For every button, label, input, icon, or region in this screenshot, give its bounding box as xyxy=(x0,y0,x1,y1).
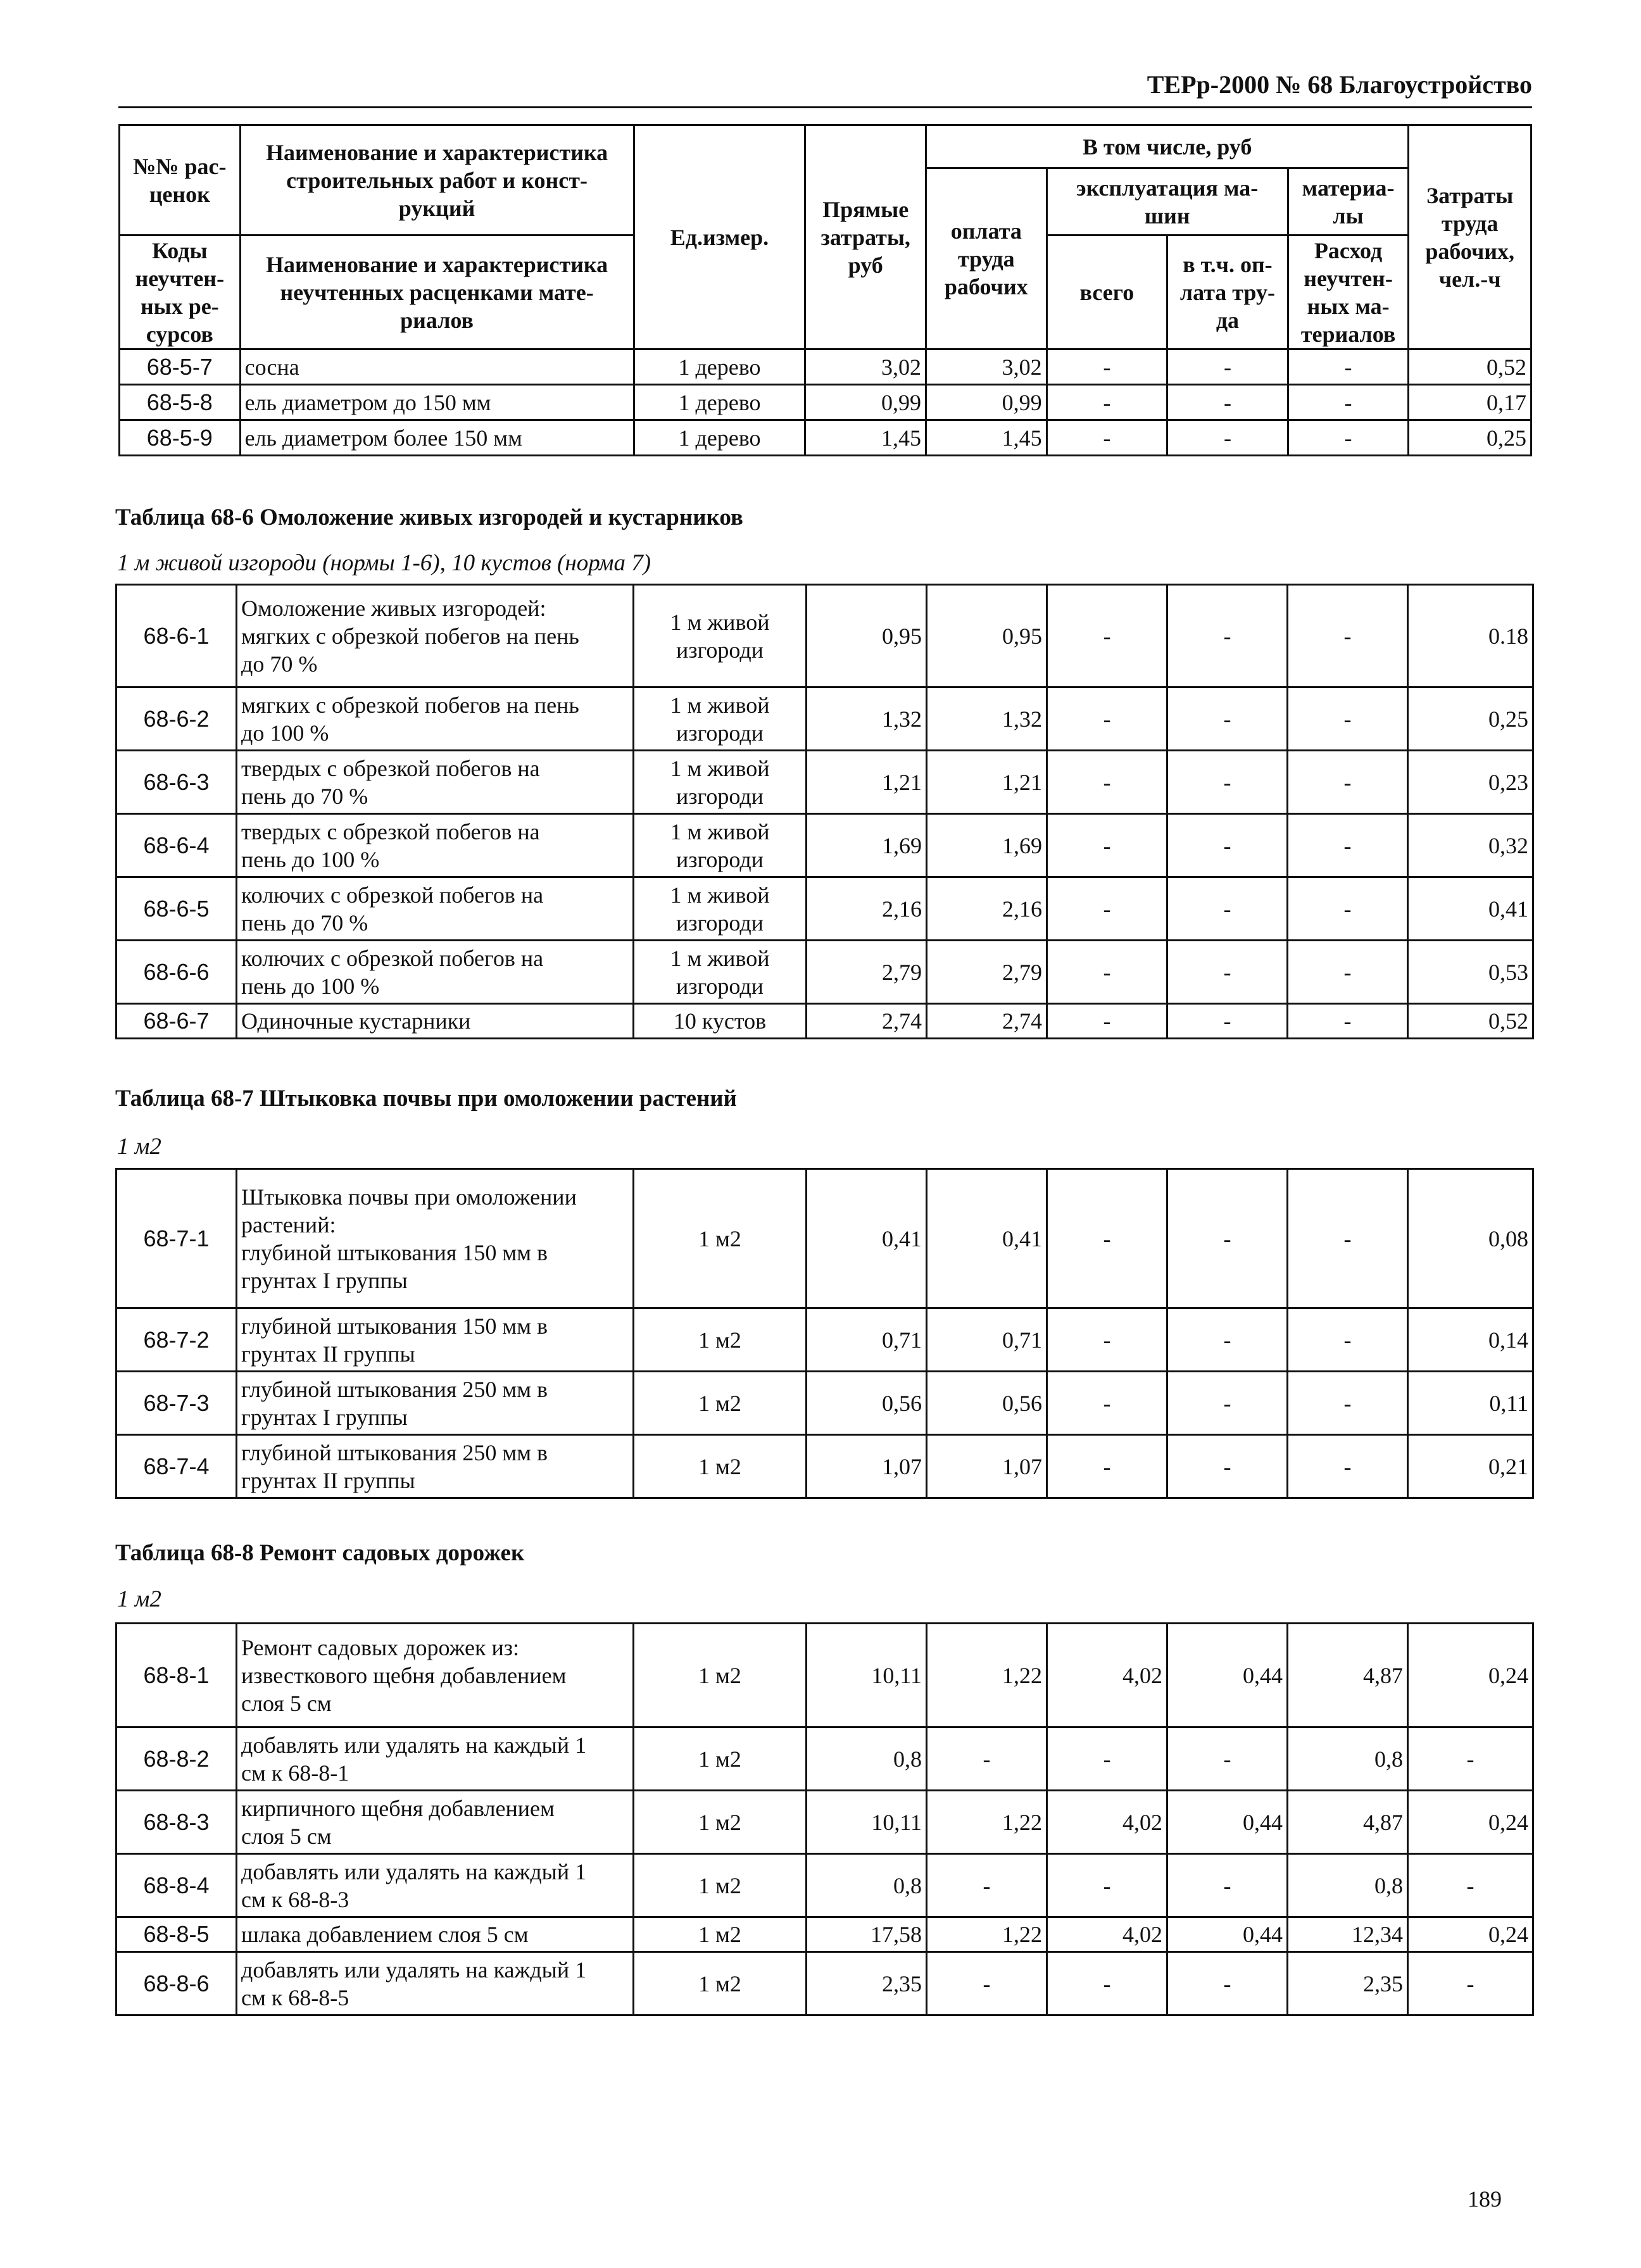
table-row xyxy=(116,1917,1533,1952)
row-name: шлака добавлением слоя 5 см xyxy=(237,1917,634,1952)
col-header-machines-total: всего xyxy=(1047,235,1167,349)
row-machines: - xyxy=(1047,751,1167,814)
row-materials: - xyxy=(1288,585,1408,687)
table-row xyxy=(116,1727,1533,1791)
row-direct: 0,41 xyxy=(807,1169,927,1308)
row-machines: 4,02 xyxy=(1047,1917,1167,1952)
row-machines: - xyxy=(1047,877,1167,941)
col-header-code-resources: Коды неучтен- ных ре- сурсов xyxy=(120,235,241,349)
row-machines-labor: - xyxy=(1167,751,1288,814)
table-row xyxy=(120,385,1531,420)
row-code: 68-5-7 xyxy=(120,349,241,385)
table-row xyxy=(120,349,1531,385)
row-machines: - xyxy=(1047,1004,1167,1039)
row-machines-labor: - xyxy=(1167,1952,1288,2015)
row-code: 68-6-4 xyxy=(116,814,237,877)
row-name: глубиной штыкования 250 мм в грунтах II группы xyxy=(237,1435,634,1498)
row-machines-labor: - xyxy=(1167,941,1288,1004)
row-labor: 1,21 xyxy=(927,751,1047,814)
row-labor: 1,22 xyxy=(927,1624,1047,1727)
row-materials: - xyxy=(1288,1004,1408,1039)
row-direct: 0,56 xyxy=(807,1372,927,1435)
row-unit: 1 м живой изгороди xyxy=(634,814,807,877)
row-machines: - xyxy=(1047,814,1167,877)
row-code: 68-6-2 xyxy=(116,687,237,751)
row-machines-labor: - xyxy=(1167,349,1288,385)
row-machines: - xyxy=(1047,585,1167,687)
table-row xyxy=(120,420,1531,456)
row-code: 68-8-1 xyxy=(116,1624,237,1727)
row-labor: 0,95 xyxy=(927,585,1047,687)
row-name: колючих с обрезкой побегов на пень до 100 % xyxy=(237,941,634,1004)
row-hours: 0,17 xyxy=(1409,385,1531,420)
row-machines-labor: - xyxy=(1167,877,1288,941)
row-name: твердых с обрезкой побегов на пень до 100 % xyxy=(237,814,634,877)
row-unit: 1 м2 xyxy=(634,1791,807,1854)
row-hours: 0,53 xyxy=(1408,941,1533,1004)
row-machines-labor: - xyxy=(1167,1727,1288,1791)
row-labor: 0,99 xyxy=(926,385,1047,420)
row-labor: 1,07 xyxy=(927,1435,1047,1498)
row-hours: 0.18 xyxy=(1408,585,1533,687)
table-68-7 xyxy=(115,1168,1534,1499)
row-labor: 1,22 xyxy=(927,1791,1047,1854)
row-machines-labor: - xyxy=(1167,814,1288,877)
table-row xyxy=(116,1952,1533,2015)
row-unit: 1 м живой изгороди xyxy=(634,751,807,814)
table-row xyxy=(116,814,1533,877)
row-materials: - xyxy=(1288,941,1408,1004)
row-direct: 10,11 xyxy=(807,1624,927,1727)
row-direct: 1,32 xyxy=(807,687,927,751)
row-code: 68-8-2 xyxy=(116,1727,237,1791)
table-row xyxy=(116,1308,1533,1372)
row-unit: 1 м2 xyxy=(634,1169,807,1308)
row-machines: - xyxy=(1047,941,1167,1004)
row-materials: - xyxy=(1288,349,1409,385)
row-labor: 0,56 xyxy=(927,1372,1047,1435)
table-row xyxy=(116,585,1533,687)
row-unit: 1 м2 xyxy=(634,1624,807,1727)
table-68-8 xyxy=(115,1622,1534,2016)
col-header-labor-pay: оплата труда рабочих xyxy=(926,168,1047,349)
table-row xyxy=(116,1372,1533,1435)
row-name: глубиной штыкования 250 мм в грунтах I группы xyxy=(237,1372,634,1435)
row-machines-labor: - xyxy=(1167,1372,1288,1435)
row-unit: 1 м2 xyxy=(634,1727,807,1791)
table-68-5 xyxy=(118,124,1532,456)
row-unit: 1 дерево xyxy=(634,385,805,420)
row-labor: - xyxy=(927,1854,1047,1917)
row-direct: 0,99 xyxy=(805,385,926,420)
row-labor: 1,22 xyxy=(927,1917,1047,1952)
row-hours: 0,32 xyxy=(1408,814,1533,877)
row-direct: 1,45 xyxy=(805,420,926,456)
col-header-materials-unaccounted: Расход неучтен- ных ма- териалов xyxy=(1288,235,1409,349)
table-row xyxy=(116,751,1533,814)
table-row xyxy=(116,1435,1533,1498)
row-machines: - xyxy=(1047,1372,1167,1435)
row-machines: - xyxy=(1047,1854,1167,1917)
table-68-6-unit-note: 1 м живой изгороди (нормы 1-6), 10 кустов (норма 7) xyxy=(117,550,651,576)
row-materials: - xyxy=(1288,751,1408,814)
row-materials: 12,34 xyxy=(1288,1917,1408,1952)
row-code: 68-8-3 xyxy=(116,1791,237,1854)
col-header-unit: Ед.измер. xyxy=(634,125,805,349)
row-hours: 0,52 xyxy=(1408,1004,1533,1039)
row-unit: 1 м живой изгороди xyxy=(634,585,807,687)
row-code: 68-8-4 xyxy=(116,1854,237,1917)
row-unit: 10 кустов xyxy=(634,1004,807,1039)
row-unit: 1 дерево xyxy=(634,349,805,385)
row-direct: 0,71 xyxy=(807,1308,927,1372)
running-header xyxy=(118,67,1532,108)
row-code: 68-8-6 xyxy=(116,1952,237,2015)
row-direct: 0,8 xyxy=(807,1854,927,1917)
table-row xyxy=(116,1004,1533,1039)
row-labor: - xyxy=(927,1727,1047,1791)
row-direct: 1,21 xyxy=(807,751,927,814)
row-materials: - xyxy=(1288,1435,1408,1498)
row-machines: - xyxy=(1047,1308,1167,1372)
row-unit: 1 м живой изгороди xyxy=(634,941,807,1004)
row-machines: 4,02 xyxy=(1047,1791,1167,1854)
row-hours: 0,24 xyxy=(1408,1917,1533,1952)
row-code: 68-8-5 xyxy=(116,1917,237,1952)
row-labor: 2,16 xyxy=(927,877,1047,941)
row-name: сосна xyxy=(240,349,634,385)
row-machines-labor: - xyxy=(1167,1435,1288,1498)
row-unit: 1 м живой изгороди xyxy=(634,687,807,751)
row-name: ель диаметром до 150 мм xyxy=(240,385,634,420)
row-direct: 10,11 xyxy=(807,1791,927,1854)
row-name: добавлять или удалять на каждый 1 см к 68-8-3 xyxy=(237,1854,634,1917)
row-hours: - xyxy=(1408,1952,1533,2015)
row-machines-labor: - xyxy=(1167,385,1288,420)
row-materials: - xyxy=(1288,1372,1408,1435)
row-machines-labor: - xyxy=(1167,585,1288,687)
row-unit: 1 м живой изгороди xyxy=(634,877,807,941)
table-68-6-title: Таблица 68-6 Омоложение живых изгородей и кустарников xyxy=(115,504,743,530)
table-68-7-unit-note: 1 м2 xyxy=(117,1134,161,1160)
row-machines-labor: - xyxy=(1167,420,1288,456)
col-header-machines-labor: в т.ч. оп- лата тру- да xyxy=(1167,235,1288,349)
row-machines-labor: - xyxy=(1167,1308,1288,1372)
row-code: 68-6-7 xyxy=(116,1004,237,1039)
row-code: 68-7-1 xyxy=(116,1169,237,1308)
row-name: твердых с обрезкой побегов на пень до 70 % xyxy=(237,751,634,814)
col-header-code: №№ рас- ценок xyxy=(120,125,241,235)
row-name: мягких с обрезкой побегов на пень до 100 % xyxy=(237,687,634,751)
row-name: кирпичного щебня добавлением слоя 5 см xyxy=(237,1791,634,1854)
row-name: ель диаметром более 150 мм xyxy=(240,420,634,456)
col-header-labor-hours: Затраты труда рабочих, чел.-ч xyxy=(1409,125,1531,349)
table-68-6 xyxy=(115,584,1534,1039)
table-row xyxy=(116,1624,1533,1727)
row-direct: 0,8 xyxy=(807,1727,927,1791)
row-hours: 0,41 xyxy=(1408,877,1533,941)
row-code: 68-5-8 xyxy=(120,385,241,420)
row-hours: 0,08 xyxy=(1408,1169,1533,1308)
row-hours: - xyxy=(1408,1727,1533,1791)
row-labor: 2,74 xyxy=(927,1004,1047,1039)
row-direct: 2,35 xyxy=(807,1952,927,2015)
row-name: глубиной штыкования 150 мм в грунтах II группы xyxy=(237,1308,634,1372)
row-unit: 1 м2 xyxy=(634,1372,807,1435)
col-header-including: В том числе, руб xyxy=(926,125,1408,168)
row-labor: 0,41 xyxy=(927,1169,1047,1308)
row-labor: 1,45 xyxy=(926,420,1047,456)
row-machines: - xyxy=(1047,385,1167,420)
row-direct: 3,02 xyxy=(805,349,926,385)
row-machines: - xyxy=(1047,687,1167,751)
table-row xyxy=(116,687,1533,751)
row-machines: - xyxy=(1047,1952,1167,2015)
row-machines-labor: 0,44 xyxy=(1167,1791,1288,1854)
row-hours: 0,14 xyxy=(1408,1308,1533,1372)
table-68-7-title: Таблица 68-7 Штыковка почвы при омоложении растений xyxy=(115,1086,737,1112)
row-name: колючих с обрезкой побегов на пень до 70 % xyxy=(237,877,634,941)
row-materials: 4,87 xyxy=(1288,1624,1408,1727)
table-row xyxy=(116,877,1533,941)
row-machines-labor: - xyxy=(1167,1169,1288,1308)
document-title: ТЕРр-2000 № 68 Благоустройство xyxy=(1147,70,1532,99)
row-hours: 0,25 xyxy=(1409,420,1531,456)
row-materials: 2,35 xyxy=(1288,1952,1408,2015)
row-code: 68-6-5 xyxy=(116,877,237,941)
row-materials: 4,87 xyxy=(1288,1791,1408,1854)
row-materials: - xyxy=(1288,1308,1408,1372)
row-machines-labor: 0,44 xyxy=(1167,1624,1288,1727)
row-machines: - xyxy=(1047,1435,1167,1498)
row-code: 68-7-3 xyxy=(116,1372,237,1435)
row-hours: 0,24 xyxy=(1408,1791,1533,1854)
row-code: 68-6-6 xyxy=(116,941,237,1004)
row-direct: 2,16 xyxy=(807,877,927,941)
row-machines-labor: 0,44 xyxy=(1167,1917,1288,1952)
row-hours: 0,21 xyxy=(1408,1435,1533,1498)
row-materials: - xyxy=(1288,687,1408,751)
row-name: добавлять или удалять на каждый 1 см к 68-8-1 xyxy=(237,1727,634,1791)
table-row xyxy=(116,1854,1533,1917)
row-code: 68-7-2 xyxy=(116,1308,237,1372)
row-labor: 0,71 xyxy=(927,1308,1047,1372)
row-name: добавлять или удалять на каждый 1 см к 68-8-5 xyxy=(237,1952,634,2015)
row-materials: - xyxy=(1288,385,1409,420)
col-header-name-materials: Наименование и характеристика неучтенных расценками мате- риалов xyxy=(240,235,634,349)
table-row xyxy=(116,941,1533,1004)
row-name: Одиночные кустарники xyxy=(237,1004,634,1039)
row-unit: 1 м2 xyxy=(634,1854,807,1917)
row-machines-labor: - xyxy=(1167,687,1288,751)
row-labor: 1,32 xyxy=(927,687,1047,751)
row-materials: 0,8 xyxy=(1288,1727,1408,1791)
row-unit: 1 м2 xyxy=(634,1917,807,1952)
row-materials: - xyxy=(1288,814,1408,877)
page-number: 189 xyxy=(1468,2186,1502,2212)
row-labor: 1,69 xyxy=(927,814,1047,877)
row-hours: 0,52 xyxy=(1409,349,1531,385)
table-68-8-unit-note: 1 м2 xyxy=(117,1586,161,1612)
col-header-name: Наименование и характеристика строительных работ и конст- рукций xyxy=(240,125,634,235)
col-header-direct-costs: Прямые затраты, руб xyxy=(805,125,926,349)
col-header-materials: материа- лы xyxy=(1288,168,1409,235)
row-code: 68-7-4 xyxy=(116,1435,237,1498)
row-direct: 1,07 xyxy=(807,1435,927,1498)
row-name: Ремонт садовых дорожек из: известкового щебня добавлением слоя 5 см xyxy=(237,1624,634,1727)
row-machines: - xyxy=(1047,420,1167,456)
table-68-8-title: Таблица 68-8 Ремонт садовых дорожек xyxy=(115,1540,525,1566)
row-machines: - xyxy=(1047,1169,1167,1308)
row-materials: - xyxy=(1288,420,1409,456)
row-machines: 4,02 xyxy=(1047,1624,1167,1727)
row-labor: 2,79 xyxy=(927,941,1047,1004)
row-direct: 2,74 xyxy=(807,1004,927,1039)
row-materials: - xyxy=(1288,1169,1408,1308)
row-code: 68-6-1 xyxy=(116,585,237,687)
row-direct: 1,69 xyxy=(807,814,927,877)
row-hours: 0,25 xyxy=(1408,687,1533,751)
table-row xyxy=(116,1791,1533,1854)
row-unit: 1 м2 xyxy=(634,1952,807,2015)
row-direct: 17,58 xyxy=(807,1917,927,1952)
row-materials: - xyxy=(1288,877,1408,941)
row-unit: 1 м2 xyxy=(634,1435,807,1498)
col-header-machines: эксплуатация ма- шин xyxy=(1047,168,1288,235)
row-name: Омоложение живых изгородей: мягких с обрезкой побегов на пень до 70 % xyxy=(237,585,634,687)
row-unit: 1 дерево xyxy=(634,420,805,456)
row-machines: - xyxy=(1047,1727,1167,1791)
row-materials: 0,8 xyxy=(1288,1854,1408,1917)
row-hours: - xyxy=(1408,1854,1533,1917)
row-direct: 2,79 xyxy=(807,941,927,1004)
row-name: Штыковка почвы при омоложении растений: глубиной штыкования 150 мм в грунтах I группы xyxy=(237,1169,634,1308)
row-direct: 0,95 xyxy=(807,585,927,687)
row-machines-labor: - xyxy=(1167,1854,1288,1917)
row-machines-labor: - xyxy=(1167,1004,1288,1039)
row-unit: 1 м2 xyxy=(634,1308,807,1372)
table-row xyxy=(116,1169,1533,1308)
row-labor: - xyxy=(927,1952,1047,2015)
row-hours: 0,11 xyxy=(1408,1372,1533,1435)
row-hours: 0,24 xyxy=(1408,1624,1533,1727)
row-labor: 3,02 xyxy=(926,349,1047,385)
row-machines: - xyxy=(1047,349,1167,385)
row-code: 68-5-9 xyxy=(120,420,241,456)
row-code: 68-6-3 xyxy=(116,751,237,814)
row-hours: 0,23 xyxy=(1408,751,1533,814)
